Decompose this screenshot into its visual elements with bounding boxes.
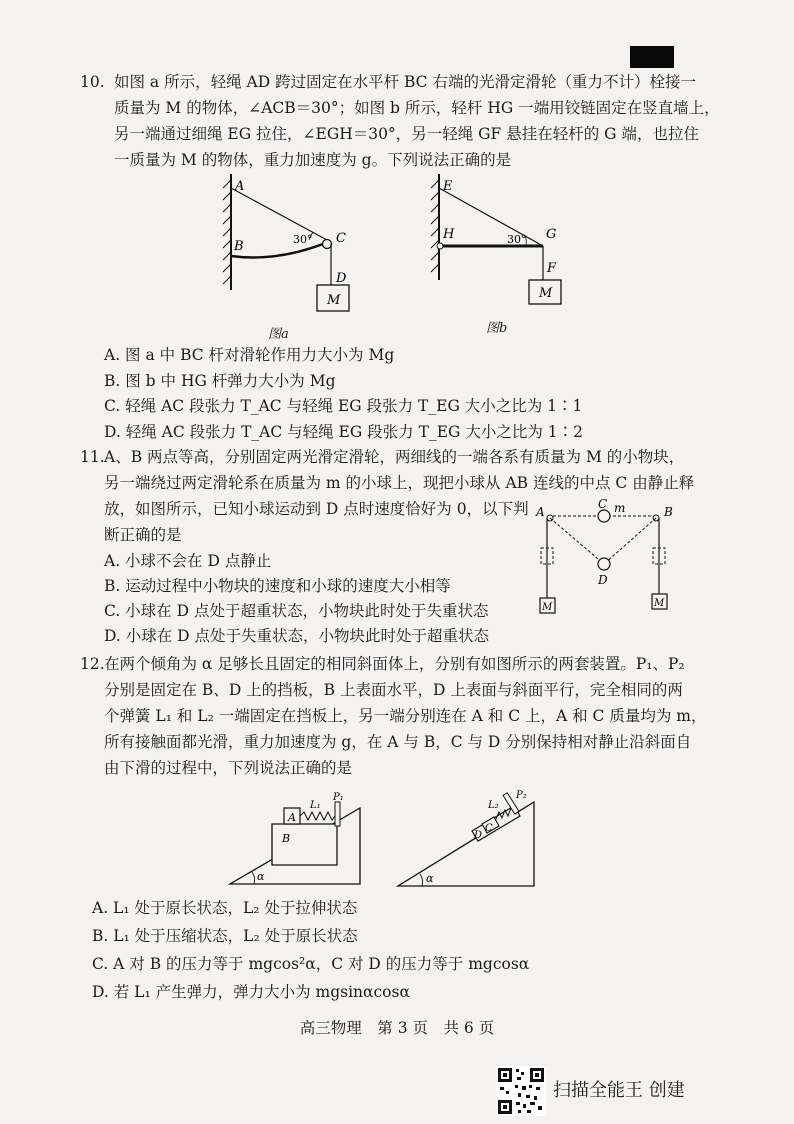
q12-line-5: 由下滑的过程中，下列说法正确的是 bbox=[104, 759, 353, 777]
q12-figure-left bbox=[222, 788, 372, 890]
q10-option-c: C. 轻绳 AC 段张力 T_AC 与轻绳 EG 段张力 T_EG 大小之比为 1∶1 bbox=[104, 397, 583, 415]
q11-option-d: D. 小球在 D 点处于失重状态，小物块此时处于超重状态 bbox=[104, 627, 490, 645]
fig11-label-D: D bbox=[598, 573, 608, 587]
q10-figure-a bbox=[205, 170, 375, 330]
fig-b-angle: 30° bbox=[507, 233, 527, 246]
fig-b-label-F: F bbox=[547, 261, 557, 276]
q12-line-4: 所有接触面都光滑，重力加速度为 g，在 A 与 B，C 与 D 分别保持相对静止沿斜面自 bbox=[104, 733, 692, 751]
q11-line-2: 另一端绕过两定滑轮系在质量为 m 的小球上，现把小球从 AB 连线的中点 C 由静止释 bbox=[104, 474, 695, 492]
q12-option-b: B. L₁ 处于压缩状态，L₂ 处于原长状态 bbox=[92, 927, 358, 945]
q12-line-2: 分别是固定在 B、D 上的挡板，B 上表面水平，D 上表面与斜面平行，完全相同的两 bbox=[104, 681, 683, 699]
q11-line-4: 断正确的是 bbox=[104, 526, 182, 544]
fig12r-label-D: D bbox=[474, 830, 483, 841]
q12-number: 12. bbox=[80, 655, 105, 673]
q10-line-4: 一质量为 M 的物体，重力加速度为 g。下列说法正确的是 bbox=[114, 151, 512, 169]
fig-a-label-M: M bbox=[327, 293, 341, 308]
fig12l-label-P1: P₁ bbox=[333, 792, 344, 803]
fig-b-label-E: E bbox=[443, 179, 453, 194]
q10-option-b: B. 图 b 中 HG 杆弹力大小为 Mg bbox=[104, 372, 336, 390]
fig11-label-m: m bbox=[614, 501, 626, 515]
fig-b-label-H: H bbox=[443, 227, 455, 242]
q12-figure-right bbox=[394, 784, 544, 890]
fig11-label-M-right: M bbox=[654, 598, 665, 609]
q12-line-3: 个弹簧 L₁ 和 L₂ 一端固定在挡板上，另一端分别连在 A 和 C 上，A 和 C 质量均为 m， bbox=[104, 707, 707, 725]
q11-option-b: B. 运动过程中小物块的速度和小球的速度大小相等 bbox=[104, 577, 451, 595]
qr-code-icon bbox=[496, 1066, 546, 1116]
fig-b-label-G: G bbox=[546, 227, 557, 242]
q11-line-1: A、B 两点等高，分别固定两光滑定滑轮，两细线的一端各系有质量为 M 的小物块， bbox=[104, 448, 685, 466]
q10-option-a: A. 图 a 中 BC 杆对滑轮作用力大小为 Mg bbox=[104, 346, 395, 364]
fig12r-label-L2: L₂ bbox=[488, 800, 499, 811]
fig11-label-A: A bbox=[536, 505, 545, 519]
q12-option-c: C. A 对 B 的压力等于 mgcos²α，C 对 D 的压力等于 mgcosα bbox=[92, 955, 530, 973]
fig12r-label-P2: P₂ bbox=[516, 790, 527, 801]
scanner-watermark-text: 扫描全能王 创建 bbox=[553, 1080, 685, 1101]
fig-a-label-C: C bbox=[336, 231, 346, 246]
fig12r-label-alpha: α bbox=[426, 872, 434, 885]
fig-a-caption: 图a bbox=[268, 327, 289, 342]
fig-b-caption: 图b bbox=[486, 321, 508, 336]
fig12l-label-B: B bbox=[282, 832, 291, 845]
fig12l-label-L1: L₁ bbox=[310, 800, 321, 811]
q11-option-a: A. 小球不会在 D 点静止 bbox=[104, 552, 272, 570]
fig12l-label-A: A bbox=[288, 811, 296, 824]
fig-a-label-A: A bbox=[235, 179, 245, 194]
q10-line-2: 质量为 M 的物体，∠ACB＝30°；如图 b 所示，轻杆 HG 一端用铰链固定在竖直墙上， bbox=[114, 99, 720, 117]
fig11-label-C: C bbox=[598, 497, 608, 511]
q10-line-1: 如图 a 所示，轻绳 AD 跨过固定在水平杆 BC 右端的光滑定滑轮（重力不计）栓接一 bbox=[114, 73, 696, 91]
q11-option-c: C. 小球在 D 点处于超重状态，小物块此时处于失重状态 bbox=[104, 602, 489, 620]
q12-option-a: A. L₁ 处于原长状态，L₂ 处于拉伸状态 bbox=[92, 899, 358, 917]
page-footer: 高三物理 第 3 页 共 6 页 bbox=[299, 1019, 495, 1037]
fig12l-label-alpha: α bbox=[257, 870, 265, 883]
q11-line-3: 放，如图所示，已知小球运动到 D 点时速度恰好为 0，以下判 bbox=[104, 500, 529, 518]
q10-number: 10. bbox=[80, 73, 105, 91]
q10-line-3: 另一端通过细绳 EG 拉住，∠EGH＝30°，另一轻绳 GF 悬挂在轻杆的 G 端，也拉住 bbox=[114, 125, 699, 143]
q11-figure bbox=[530, 490, 680, 620]
q11-number: 11. bbox=[80, 448, 105, 466]
q10-option-d: D. 轻绳 AC 段张力 T_AC 与轻绳 EG 段张力 T_EG 大小之比为 1∶2 bbox=[104, 423, 583, 441]
q10-figure-b bbox=[425, 170, 585, 320]
fig-a-angle: 30° bbox=[293, 233, 313, 246]
fig11-label-M-left: M bbox=[542, 602, 553, 613]
fig11-label-B: B bbox=[664, 505, 673, 519]
q12-line-1: 在两个倾角为 α 足够长且固定的相同斜面体上，分别有如图所示的两套装置。P₁、P₂ bbox=[104, 655, 685, 673]
redaction-box bbox=[630, 46, 674, 68]
fig-b-label-M: M bbox=[539, 286, 553, 301]
fig12r-label-C: C bbox=[485, 823, 493, 834]
fig-a-label-D: D bbox=[336, 271, 347, 286]
fig-a-label-B: B bbox=[234, 239, 244, 254]
q12-option-d: D. 若 L₁ 产生弹力，弹力大小为 mgsinαcosα bbox=[92, 983, 410, 1001]
